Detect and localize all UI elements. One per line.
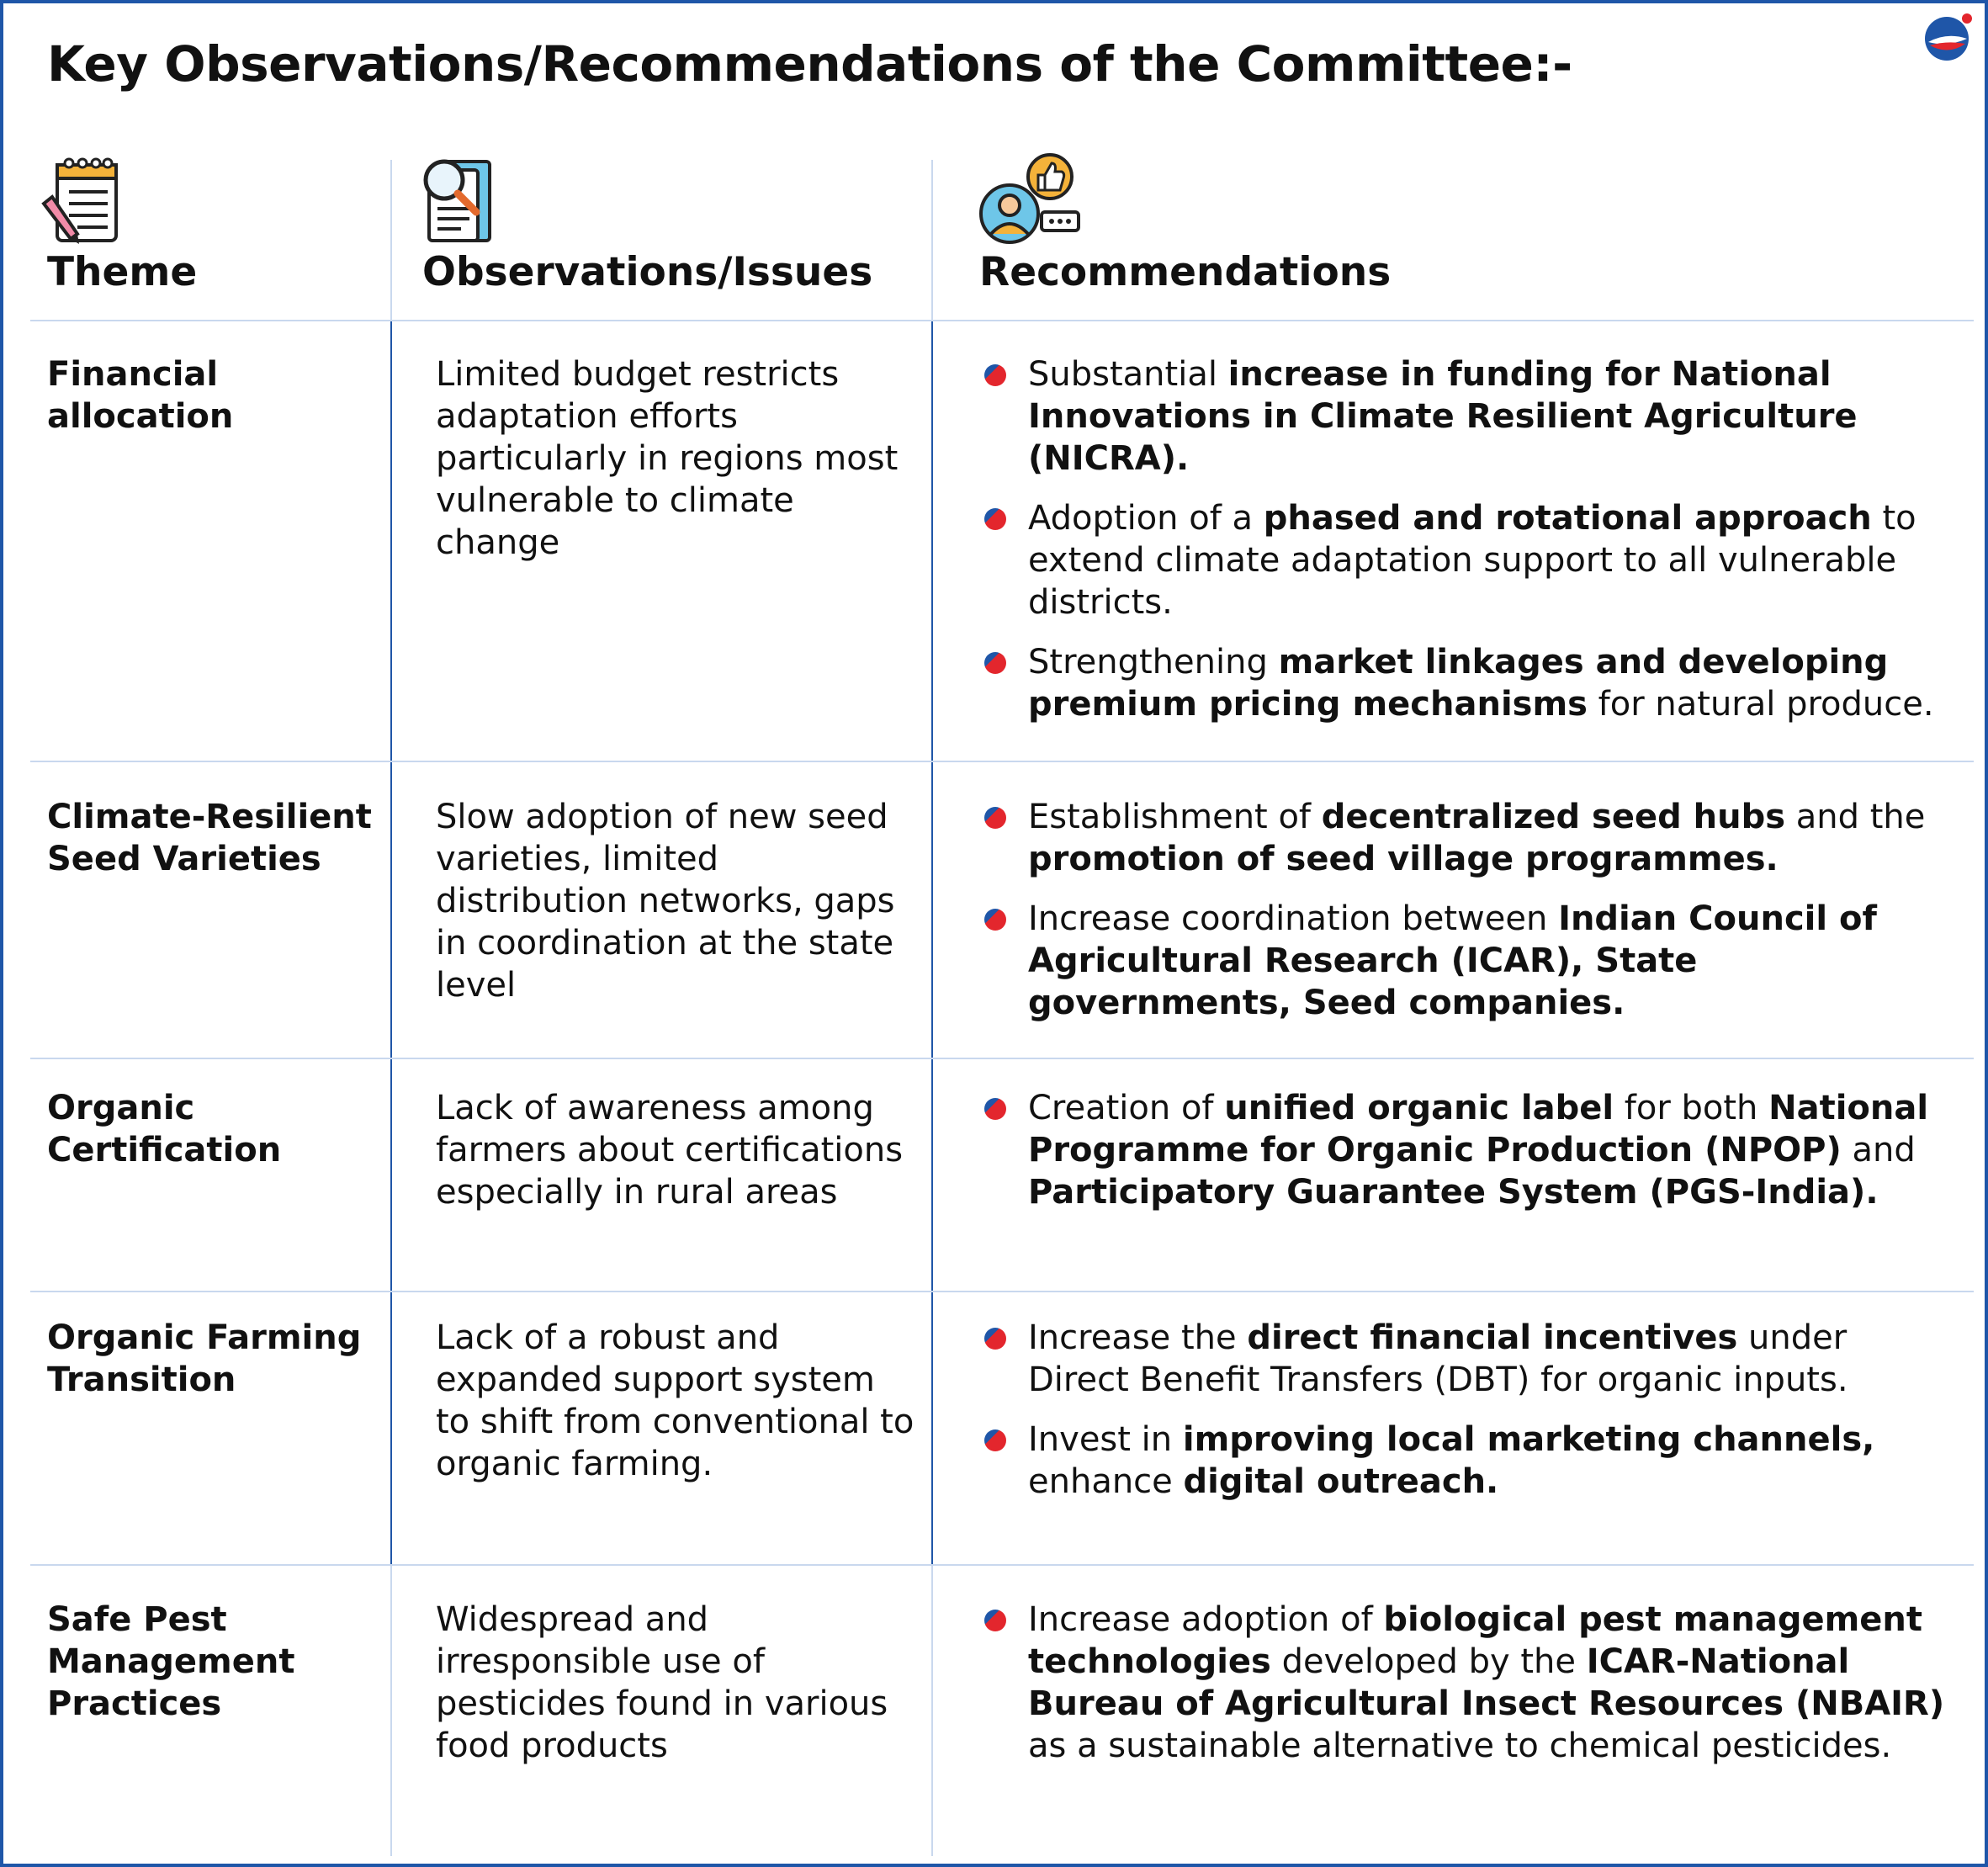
recommendation-text: and — [1841, 1131, 1916, 1170]
header-theme: Theme — [47, 249, 198, 295]
bullet-dot-icon — [984, 1328, 1006, 1350]
recommendation-text: and the — [1785, 798, 1926, 836]
recommendation-emphasis: digital outreach. — [1183, 1462, 1499, 1501]
recommendation-emphasis: biological pest management technologies — [1028, 1600, 1922, 1681]
notepad-pencil-icon — [40, 155, 125, 246]
recommendation-text: Establishment of — [1028, 798, 1322, 836]
recommendation-text: Adoption of a — [1028, 499, 1264, 538]
theme-cell: Organic Farming Transition — [47, 1318, 362, 1399]
theme-cell: Climate-Resilient Seed Varieties — [47, 798, 372, 878]
recommendation-text: under Direct Benefit Transfers (DBT) for organic inputs. — [1028, 1318, 1848, 1399]
recommendation-emphasis: decentralized seed hubs — [1321, 798, 1786, 836]
theme-cell: Organic Certification — [47, 1089, 282, 1170]
recommendation-text: for natural produce. — [1587, 685, 1934, 724]
column-divider — [390, 320, 392, 1565]
row-divider — [30, 1564, 1974, 1566]
recommendation-text: Strengthening — [1028, 643, 1279, 682]
recommendation-emphasis: unified organic label — [1224, 1089, 1614, 1127]
row-divider — [30, 320, 1974, 321]
recommendations-cell — [984, 796, 1952, 1042]
header-observations: Observations/Issues — [422, 249, 873, 295]
row-divider — [30, 1291, 1974, 1292]
bullet-dot-icon — [984, 909, 1006, 931]
row-divider — [30, 761, 1974, 762]
recommendation-emphasis: ICAR-National Bureau of Agricultural Insect Resources (NBAIR) — [1028, 1642, 1945, 1723]
recommendation-item — [984, 641, 1952, 725]
observation-cell: Lack of awareness among farmers about certifications especially in rural areas — [436, 1089, 904, 1212]
recommendation-text: Creation of — [1028, 1089, 1225, 1127]
bullet-dot-icon — [984, 364, 1006, 386]
bullet-dot-icon — [984, 652, 1006, 674]
recommendation-text: Increase coordination between — [1028, 899, 1559, 938]
recommendation-item — [984, 796, 1952, 880]
recommendation-emphasis: direct financial incentives — [1247, 1318, 1738, 1357]
header-recommendations: Recommendations — [979, 249, 1392, 295]
recommendation-text: enhance — [1028, 1462, 1184, 1501]
recommendation-item — [984, 497, 1952, 623]
recommendation-text: Increase adoption of — [1028, 1600, 1384, 1639]
recommendations-cell — [984, 1599, 1952, 1785]
observation-cell: Lack of a robust and expanded support system to shift from conventional to organic farming. — [436, 1318, 914, 1483]
recommendation-emphasis: market linkages and developing premium pricing mechanisms — [1028, 643, 1889, 724]
bullet-dot-icon — [984, 1098, 1006, 1120]
recommendation-item — [984, 353, 1952, 480]
column-divider — [931, 1565, 933, 1856]
recommendation-text: Increase the — [1028, 1318, 1248, 1357]
recommendation-item — [984, 1317, 1952, 1401]
column-divider — [931, 320, 933, 1565]
recommendations-cell — [984, 353, 1952, 743]
recommendation-emphasis: phased and rotational approach — [1263, 499, 1872, 538]
bullet-dot-icon — [984, 807, 1006, 829]
recommendation-emphasis: Indian Council of Agricultural Research (ICAR), State governments, Seed companies. — [1028, 899, 1877, 1022]
page-title: Key Observations/Recommendations of the Committee:- — [47, 35, 1572, 93]
recommendation-item — [984, 1599, 1952, 1767]
bullet-dot-icon — [984, 1610, 1006, 1631]
column-divider — [390, 160, 392, 320]
recommendation-text: for both — [1614, 1089, 1769, 1127]
recommendation-text: to extend climate adaptation support to all vulnerable districts. — [1028, 499, 1916, 622]
theme-cell: Financial allocation — [47, 355, 234, 436]
recommendation-emphasis: National Programme for Organic Production (NPOP) — [1028, 1089, 1929, 1170]
theme-cell: Safe Pest Management Practices — [47, 1600, 295, 1723]
person-thumbs-up-icon — [978, 151, 1082, 247]
observation-cell: Slow adoption of new seed varieties, limited distribution networks, gaps in coordination at the state level — [436, 798, 895, 1005]
recommendation-emphasis: increase in funding for National Innovations in Climate Resilient Agriculture (NICRA). — [1028, 355, 1858, 478]
recommendations-cell — [984, 1317, 1952, 1520]
recommendation-text: Invest in — [1028, 1420, 1183, 1459]
bullet-dot-icon — [984, 508, 1006, 530]
recommendations-cell — [984, 1087, 1952, 1231]
magnifier-document-icon — [419, 153, 495, 244]
row-divider — [30, 1058, 1974, 1059]
recommendation-text: Substantial — [1028, 355, 1228, 394]
recommendation-item — [984, 898, 1952, 1024]
recommendation-text: as a sustainable alternative to chemical pesticides. — [1028, 1726, 1892, 1765]
recommendation-emphasis: promotion of seed village programmes. — [1028, 840, 1779, 878]
recommendation-emphasis: improving local marketing channels, — [1182, 1420, 1875, 1459]
recommendation-item — [984, 1087, 1952, 1213]
bullet-dot-icon — [984, 1429, 1006, 1451]
recommendation-item — [984, 1419, 1952, 1503]
recommendation-emphasis: Participatory Guarantee System (PGS-India). — [1028, 1173, 1879, 1212]
observation-cell: Limited budget restricts adaptation efforts particularly in regions most vulnerable to climate change — [436, 355, 899, 562]
observation-cell: Widespread and irresponsible use of pesticides found in various food products — [436, 1600, 888, 1765]
recommendation-text: developed by the — [1270, 1642, 1587, 1681]
column-divider — [390, 1565, 392, 1856]
column-divider — [931, 160, 933, 320]
brand-logo-icon — [1920, 7, 1977, 64]
